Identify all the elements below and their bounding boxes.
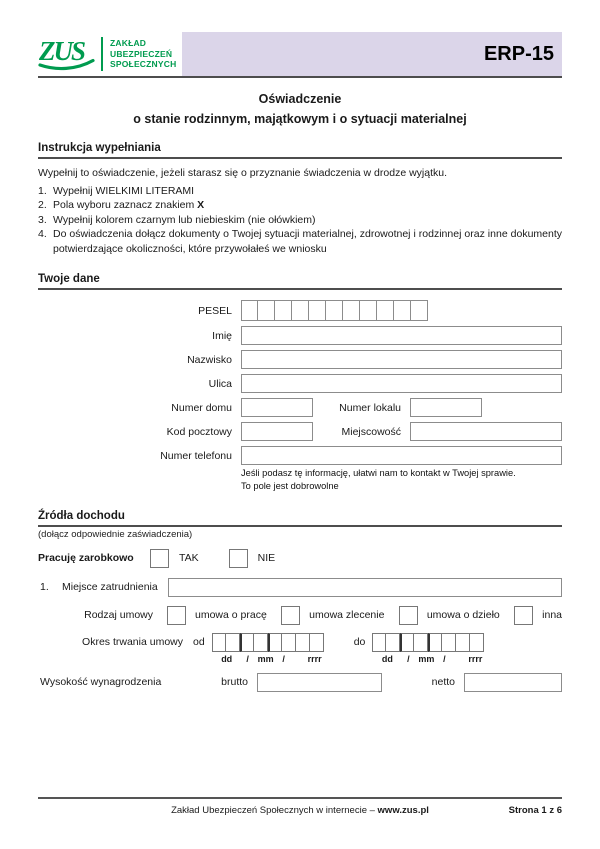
- pesel-cell[interactable]: [258, 300, 275, 321]
- period-from-date-input[interactable]: [212, 633, 340, 652]
- phone-note-line2: To pole jest dobrowolne: [241, 480, 339, 491]
- date-part-rrrr: rrrr: [307, 653, 322, 664]
- zus-org-name: [110, 38, 176, 71]
- pesel-cell[interactable]: [377, 300, 394, 321]
- pesel-cell[interactable]: [292, 300, 309, 321]
- house-number-field[interactable]: [241, 398, 313, 417]
- salary-row: [38, 673, 562, 692]
- logo-divider: [101, 37, 103, 71]
- gross-label: brutto: [221, 676, 248, 689]
- pesel-cell[interactable]: [309, 300, 326, 321]
- contract-type-row: [38, 606, 562, 625]
- net-label: netto: [431, 676, 455, 689]
- header: [38, 32, 562, 76]
- contract-option-label: inna: [542, 609, 562, 622]
- section-heading-income: Źródła dochodu: [38, 510, 562, 527]
- contract-option-label: umowa o pracę: [195, 609, 267, 622]
- section-heading-instructions: Instrukcja wypełniania: [38, 142, 562, 159]
- employment-label: Miejsce zatrudnienia: [62, 581, 158, 594]
- last-name-field[interactable]: [241, 350, 562, 369]
- footer-url: www.zus.pl: [377, 805, 429, 816]
- postal-code-field[interactable]: [241, 422, 313, 441]
- contract-option: [281, 606, 384, 625]
- date-cell[interactable]: [282, 633, 296, 652]
- footer-text-regular: Zakład Ubezpieczeń Społecznych w internecie –: [171, 805, 378, 816]
- income-subheading: (dołącz odpowiednie zaświadczenia): [38, 528, 193, 540]
- contract-options: [167, 606, 562, 625]
- form-code-banner: [182, 32, 562, 76]
- date-cell[interactable]: [296, 633, 310, 652]
- date-part-slash: /: [443, 653, 446, 664]
- flat-number-label: Numer lokalu: [339, 401, 401, 414]
- contract-option-checkbox-1[interactable]: [167, 606, 186, 625]
- zus-logo-icon: [38, 34, 96, 74]
- date-part-mm: mm: [418, 653, 435, 664]
- footer-rule: [38, 797, 562, 799]
- period-to-date-input[interactable]: [372, 633, 500, 652]
- instruction-item: [38, 198, 562, 212]
- pesel-cell[interactable]: [394, 300, 411, 321]
- salary-label: Wysokość wynagrodzenia: [40, 676, 162, 689]
- date-format-hint-from: [212, 654, 340, 664]
- date-cell[interactable]: [456, 633, 470, 652]
- instruction-item: [38, 213, 562, 227]
- date-cell[interactable]: [372, 633, 386, 652]
- pesel-input[interactable]: [241, 300, 428, 321]
- footer: [38, 797, 562, 816]
- gross-salary-field[interactable]: [257, 673, 382, 692]
- date-part-dd: dd: [221, 653, 233, 664]
- contract-option-checkbox-2[interactable]: [281, 606, 300, 625]
- contract-option: [167, 606, 267, 625]
- contract-option: [514, 606, 562, 625]
- pesel-cell[interactable]: [343, 300, 360, 321]
- date-cell[interactable]: [268, 633, 282, 652]
- instruction-item-text: Wypełnij WIELKIMI LITERAMI: [53, 185, 195, 197]
- date-cell[interactable]: [212, 633, 226, 652]
- contract-option-label: umowa zlecenie: [309, 609, 385, 622]
- phone-note: [241, 467, 562, 492]
- pesel-cell[interactable]: [411, 300, 428, 321]
- date-part-rrrr: rrrr: [468, 653, 483, 664]
- postal-code-label: Kod pocztowy: [166, 425, 232, 438]
- pesel-cell[interactable]: [275, 300, 292, 321]
- date-cell[interactable]: [386, 633, 400, 652]
- first-name-field[interactable]: [241, 326, 562, 345]
- work-yes-checkbox[interactable]: [150, 549, 169, 568]
- header-rule: [38, 76, 562, 78]
- contract-type-label: Rodzaj umowy: [84, 609, 153, 622]
- period-to-date: [372, 633, 500, 664]
- period-from-date: [212, 633, 340, 664]
- instruction-item-text: Do oświadczenia dołącz dokumenty o Twojej sytuacji materialnej, zdrowotnej i rodzinnej oraz inne dokumenty potwierdzające okoliczności, które przywołałeś we wniosku: [53, 228, 562, 255]
- org-line-3: SPOŁECZNYCH: [110, 59, 177, 70]
- contract-option-checkbox-3[interactable]: [399, 606, 418, 625]
- date-part-mm: mm: [257, 653, 274, 664]
- instruction-item-number: 1.: [38, 185, 47, 197]
- date-part-slash: /: [282, 653, 285, 664]
- phone-note-line1: Jeśli podasz tę informację, ułatwi nam to kontakt w Twojej sprawie.: [241, 468, 516, 479]
- date-cell[interactable]: [414, 633, 428, 652]
- org-line-1: ZAKŁAD: [110, 37, 147, 48]
- period-to-label: do: [353, 635, 366, 648]
- form-title-line2: o stanie rodzinnym, majątkowym i o sytuacji materialnej: [133, 112, 467, 126]
- footer-text: [38, 805, 562, 816]
- city-label: Miejscowość: [341, 425, 401, 438]
- contract-period-row: [38, 633, 562, 664]
- last-name-label: Nazwisko: [187, 353, 232, 366]
- work-label: Pracuję zarobkowo: [38, 552, 134, 565]
- work-no-label: NIE: [257, 552, 276, 565]
- instruction-item-text: Wypełnij kolorem czarnym lub niebieskim (nie ołówkiem): [53, 213, 316, 226]
- date-cell[interactable]: [428, 633, 442, 652]
- instruction-item-text: Pola wyboru zaznacz znakiem X: [53, 199, 205, 212]
- date-cell[interactable]: [470, 633, 484, 652]
- contract-period-label: Okres trwania umowy: [82, 635, 183, 648]
- phone-field[interactable]: [241, 446, 562, 465]
- svg-text:ZUS: ZUS: [39, 36, 85, 66]
- street-label: Ulica: [208, 377, 232, 390]
- work-no-checkbox[interactable]: [229, 549, 248, 568]
- pesel-cell[interactable]: [360, 300, 377, 321]
- employment-row: [38, 578, 562, 597]
- work-question-row: [38, 549, 562, 568]
- work-yes-label: TAK: [179, 552, 199, 565]
- date-cell[interactable]: [310, 633, 324, 652]
- first-name-label: Imię: [212, 329, 232, 342]
- house-number-label: Numer domu: [171, 401, 232, 414]
- street-field[interactable]: [241, 374, 562, 393]
- instruction-item-number: 2.: [38, 199, 47, 212]
- section-heading-personal: Twoje dane: [38, 273, 562, 290]
- date-cell[interactable]: [400, 633, 414, 652]
- contract-option-checkbox-4[interactable]: [514, 606, 533, 625]
- instruction-item: [38, 227, 562, 256]
- employment-field[interactable]: [168, 578, 562, 597]
- date-cell[interactable]: [254, 633, 268, 652]
- employment-item-number: 1.: [40, 581, 49, 594]
- instruction-item-number: 3.: [38, 213, 47, 226]
- zus-logo: [38, 32, 182, 76]
- contract-option: [399, 606, 500, 625]
- instruction-item-number: 4.: [38, 228, 47, 241]
- period-from-label: od: [193, 635, 205, 648]
- org-line-2: UBEZPIECZEŃ: [110, 48, 173, 59]
- form-code: ERP-15: [483, 42, 554, 65]
- date-cell[interactable]: [442, 633, 456, 652]
- instructions-intro: Wypełnij to oświadczenie, jeżeli starasz się o przyznanie świadczenia w drodze wyjątku.: [38, 167, 448, 179]
- phone-label: Numer telefonu: [160, 449, 232, 462]
- contract-option-label: umowa o dzieło: [426, 609, 500, 622]
- date-part-slash: /: [407, 653, 410, 664]
- date-cell[interactable]: [226, 633, 240, 652]
- flat-number-field[interactable]: [410, 398, 482, 417]
- pesel-cell[interactable]: [241, 300, 258, 321]
- form-title-line1: Oświadczenie: [258, 92, 342, 106]
- pesel-cell[interactable]: [326, 300, 343, 321]
- page-number: Strona 1 z 6: [508, 805, 562, 816]
- instruction-item: [38, 184, 562, 198]
- form-title: [38, 89, 562, 129]
- pesel-label: PESEL: [198, 304, 232, 317]
- net-salary-field[interactable]: [464, 673, 562, 692]
- date-part-dd: dd: [381, 653, 393, 664]
- date-part-slash: /: [246, 653, 249, 664]
- date-cell[interactable]: [240, 633, 254, 652]
- date-format-hint-to: [372, 654, 500, 664]
- city-field[interactable]: [410, 422, 562, 441]
- instruction-list: [38, 184, 562, 256]
